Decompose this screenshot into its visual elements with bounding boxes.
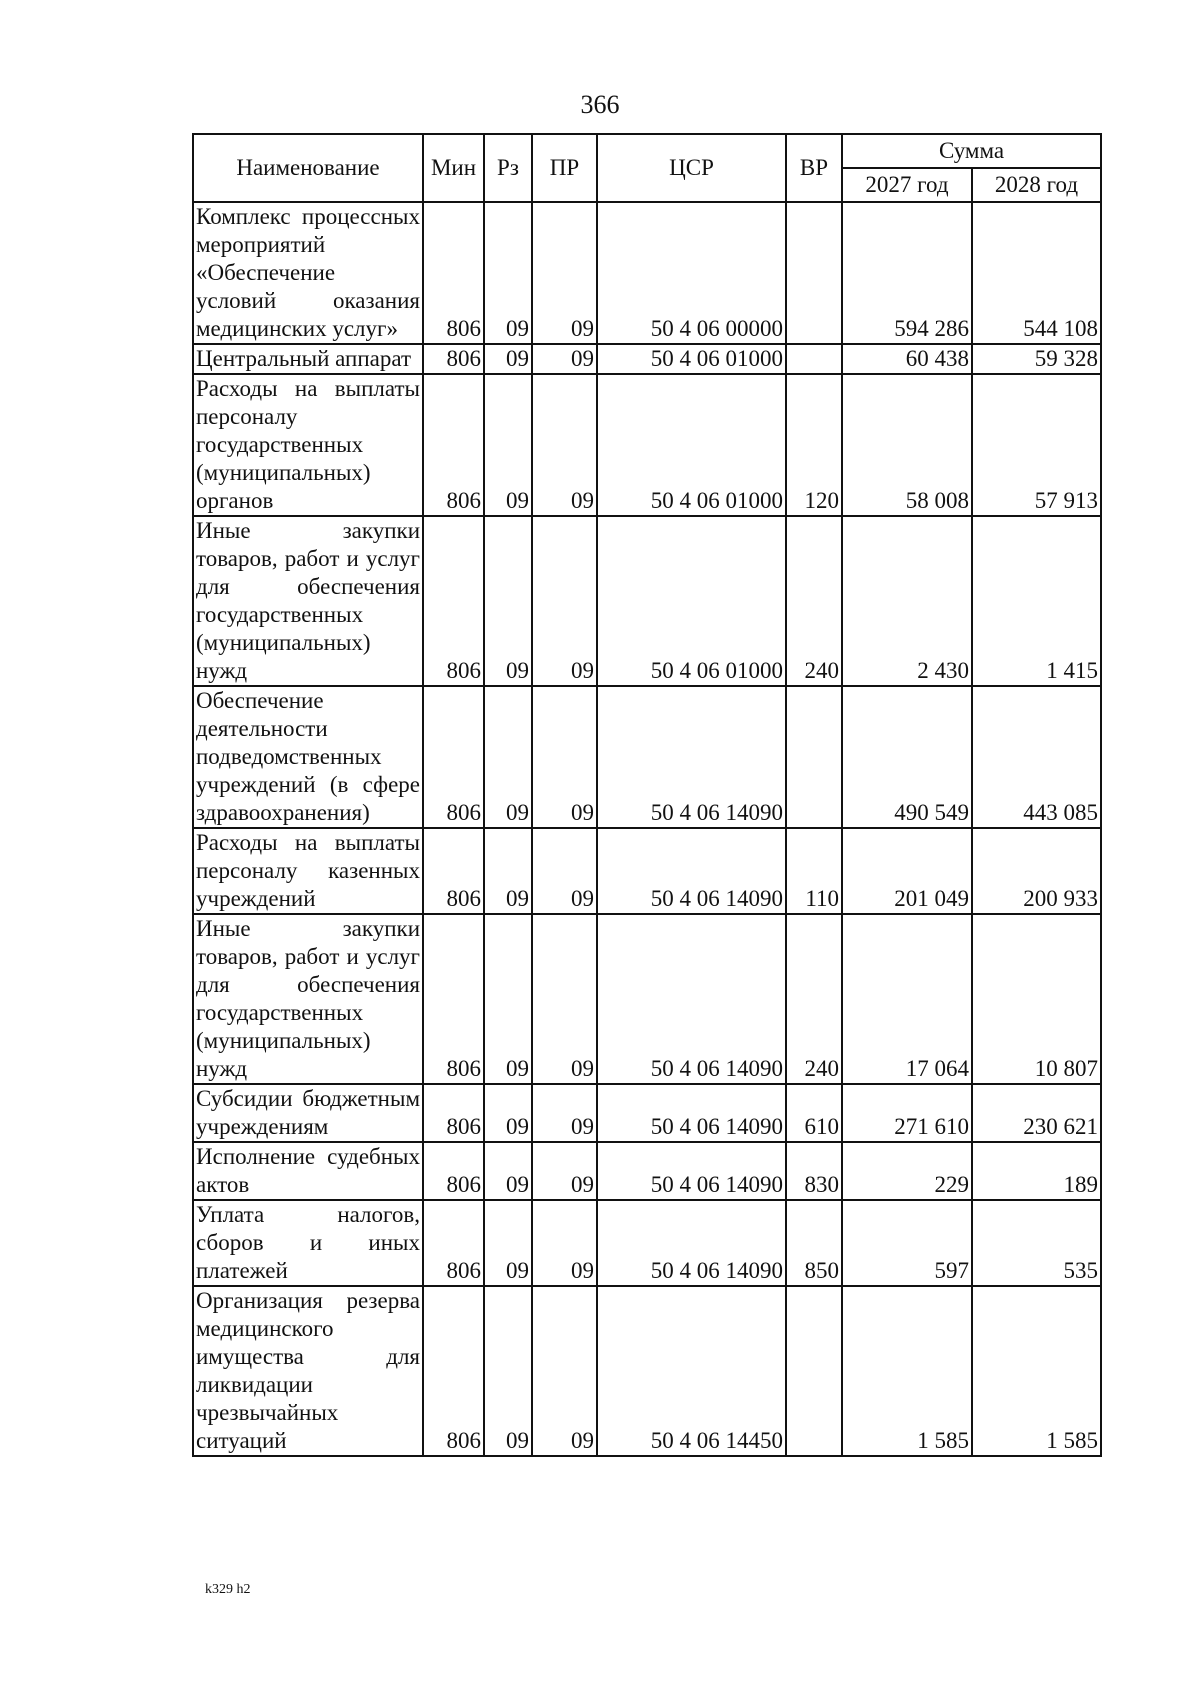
row-min: 806 <box>423 828 484 914</box>
row-vr: 240 <box>786 516 842 686</box>
row-rz: 09 <box>484 374 532 516</box>
row-rz: 09 <box>484 1286 532 1456</box>
row-csr: 50 4 06 01000 <box>597 516 786 686</box>
row-pr: 09 <box>532 202 597 344</box>
budget-table <box>192 133 1102 1457</box>
row-name: Организация резерва медицинского имущества для ликвидации чрезвычайных ситуаций <box>193 1286 423 1456</box>
page-number: 366 <box>580 90 620 119</box>
header-year-2027: 2027 год <box>842 168 972 202</box>
row-csr: 50 4 06 00000 <box>597 202 786 344</box>
row-name: Расходы на выплаты персоналу казенных учреждений <box>193 828 423 914</box>
table-row <box>193 1200 1101 1286</box>
row-min: 806 <box>423 344 484 374</box>
row-sum-2027: 60 438 <box>842 344 972 374</box>
row-csr: 50 4 06 01000 <box>597 374 786 516</box>
row-sum-2027: 58 008 <box>842 374 972 516</box>
row-sum-2027: 201 049 <box>842 828 972 914</box>
row-csr: 50 4 06 14090 <box>597 914 786 1084</box>
row-pr: 09 <box>532 1084 597 1142</box>
row-rz: 09 <box>484 1142 532 1200</box>
table-body <box>193 202 1101 1456</box>
row-pr: 09 <box>532 828 597 914</box>
row-pr: 09 <box>532 686 597 828</box>
row-vr: 830 <box>786 1142 842 1200</box>
row-pr: 09 <box>532 1200 597 1286</box>
row-rz: 09 <box>484 516 532 686</box>
row-csr: 50 4 06 01000 <box>597 344 786 374</box>
row-vr: 110 <box>786 828 842 914</box>
row-sum-2027: 271 610 <box>842 1084 972 1142</box>
table-row <box>193 1142 1101 1200</box>
header-csr: ЦСР <box>597 134 786 202</box>
row-name: Субсидии бюджетным учреждениям <box>193 1084 423 1142</box>
row-vr: 610 <box>786 1084 842 1142</box>
row-sum-2027: 229 <box>842 1142 972 1200</box>
row-name: Иные закупки товаров, работ и услуг для обеспечения государственных (муниципальных) нужд <box>193 914 423 1084</box>
row-min: 806 <box>423 914 484 1084</box>
row-sum-2028: 10 807 <box>972 914 1101 1084</box>
row-sum-2028: 1 585 <box>972 1286 1101 1456</box>
row-name: Центральный аппарат <box>193 344 423 374</box>
table-row <box>193 516 1101 686</box>
row-rz: 09 <box>484 1200 532 1286</box>
row-min: 806 <box>423 374 484 516</box>
row-vr <box>786 202 842 344</box>
row-sum-2028: 189 <box>972 1142 1101 1200</box>
row-sum-2027: 1 585 <box>842 1286 972 1456</box>
row-min: 806 <box>423 202 484 344</box>
row-vr: 240 <box>786 914 842 1084</box>
row-rz: 09 <box>484 914 532 1084</box>
row-csr: 50 4 06 14090 <box>597 1142 786 1200</box>
row-name: Исполнение судебных актов <box>193 1142 423 1200</box>
table-row <box>193 914 1101 1084</box>
row-csr: 50 4 06 14090 <box>597 1084 786 1142</box>
table-row <box>193 202 1101 344</box>
row-sum-2028: 443 085 <box>972 686 1101 828</box>
row-vr: 120 <box>786 374 842 516</box>
row-rz: 09 <box>484 1084 532 1142</box>
row-rz: 09 <box>484 828 532 914</box>
row-min: 806 <box>423 1084 484 1142</box>
row-sum-2028: 59 328 <box>972 344 1101 374</box>
footer-code: k329 h2 <box>205 1582 251 1597</box>
row-vr <box>786 1286 842 1456</box>
row-sum-2028: 535 <box>972 1200 1101 1286</box>
row-name: Комплекс процессных мероприятий «Обеспечение условий оказания медицинских услуг» <box>193 202 423 344</box>
row-sum-2028: 57 913 <box>972 374 1101 516</box>
row-pr: 09 <box>532 1142 597 1200</box>
row-vr <box>786 344 842 374</box>
row-min: 806 <box>423 1200 484 1286</box>
row-csr: 50 4 06 14090 <box>597 686 786 828</box>
header-vr: ВР <box>786 134 842 202</box>
row-min: 806 <box>423 1142 484 1200</box>
header-name: Наименование <box>193 134 423 202</box>
row-min: 806 <box>423 686 484 828</box>
row-pr: 09 <box>532 516 597 686</box>
table-row <box>193 1084 1101 1142</box>
header-min: Мин <box>423 134 484 202</box>
table-row <box>193 828 1101 914</box>
header-rz: Рз <box>484 134 532 202</box>
row-sum-2027: 2 430 <box>842 516 972 686</box>
row-name: Расходы на выплаты персоналу государственных (муниципальных) органов <box>193 374 423 516</box>
row-csr: 50 4 06 14090 <box>597 1200 786 1286</box>
row-sum-2028: 200 933 <box>972 828 1101 914</box>
row-min: 806 <box>423 516 484 686</box>
row-sum-2027: 594 286 <box>842 202 972 344</box>
row-csr: 50 4 06 14450 <box>597 1286 786 1456</box>
table-row <box>193 686 1101 828</box>
table-header <box>193 134 1101 202</box>
header-year-2028: 2028 год <box>972 168 1101 202</box>
row-sum-2028: 230 621 <box>972 1084 1101 1142</box>
table-row <box>193 374 1101 516</box>
row-sum-2028: 1 415 <box>972 516 1101 686</box>
row-pr: 09 <box>532 914 597 1084</box>
row-min: 806 <box>423 1286 484 1456</box>
row-pr: 09 <box>532 374 597 516</box>
header-sum: Сумма <box>842 134 1101 168</box>
row-rz: 09 <box>484 344 532 374</box>
row-pr: 09 <box>532 1286 597 1456</box>
row-name: Уплата налогов, сборов и иных платежей <box>193 1200 423 1286</box>
row-csr: 50 4 06 14090 <box>597 828 786 914</box>
row-name: Иные закупки товаров, работ и услуг для обеспечения государственных (муниципальных) нужд <box>193 516 423 686</box>
row-rz: 09 <box>484 686 532 828</box>
row-vr <box>786 686 842 828</box>
row-pr: 09 <box>532 344 597 374</box>
row-vr: 850 <box>786 1200 842 1286</box>
row-sum-2027: 17 064 <box>842 914 972 1084</box>
row-rz: 09 <box>484 202 532 344</box>
row-name: Обеспечение деятельности подведомственных учреждений (в сфере здравоохранения) <box>193 686 423 828</box>
row-sum-2027: 490 549 <box>842 686 972 828</box>
header-pr: ПР <box>532 134 597 202</box>
table-row <box>193 344 1101 374</box>
row-sum-2028: 544 108 <box>972 202 1101 344</box>
row-sum-2027: 597 <box>842 1200 972 1286</box>
table-row <box>193 1286 1101 1456</box>
